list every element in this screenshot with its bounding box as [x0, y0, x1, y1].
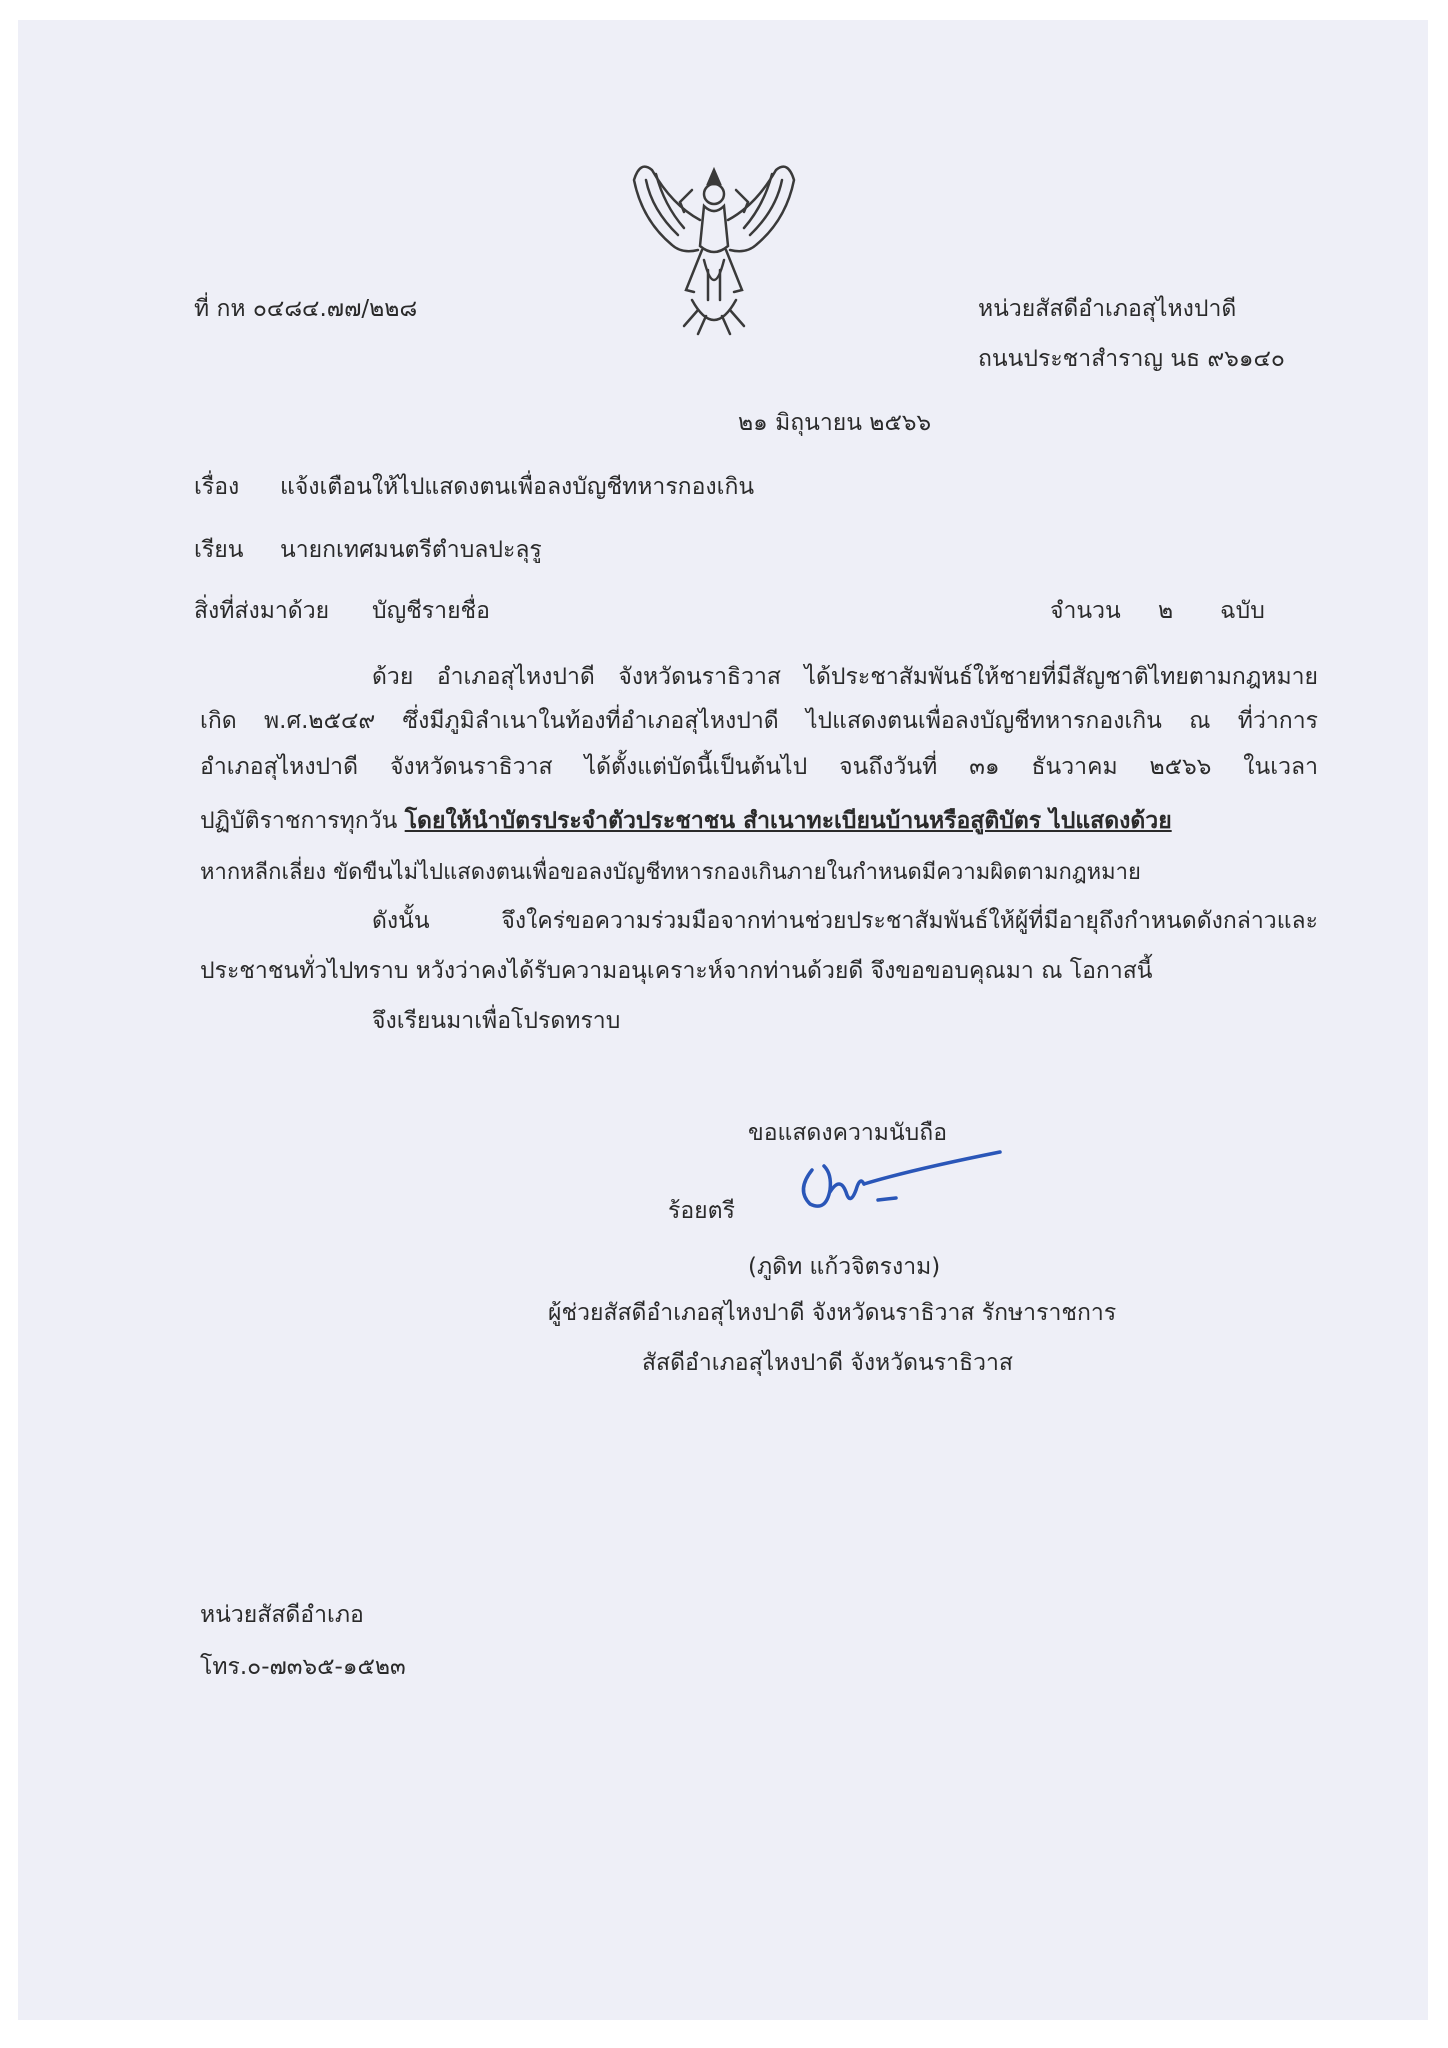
office-address: ถนนประชาสำราญ นธ ๙๖๑๔๐	[978, 346, 1285, 372]
body-line-6: ดังนั้น จึงใคร่ขอความร่วมมือจากท่านช่วยประชาสัมพันธ์ให้ผู้ที่มีอายุถึงกำหนดดังกล่าวและ	[372, 908, 1318, 934]
document-date: ๒๑ มิถุนายน ๒๕๖๖	[738, 410, 932, 436]
enclosure-label: สิ่งที่ส่งมาด้วย	[194, 598, 330, 624]
garuda-emblem-icon	[622, 150, 806, 340]
closing-line: จึงเรียนมาเพื่อโปรดทราบ	[372, 1008, 621, 1034]
body-line-2: เกิด พ.ศ.๒๕๔๙ ซึ่งมีภูมิลำเนาในท้องที่อำเภอสุไหงปาดี ไปแสดงตนเพื่อลงบัญชีทหารกองเกิน ณ ที่ว่าการ	[200, 708, 1318, 734]
enclosure-qty-label: จำนวน	[1050, 598, 1121, 624]
to-label: เรียน	[194, 537, 244, 563]
to-text: นายกเทศมนตรีตำบลปะลุรู	[280, 537, 542, 563]
enclosure-text: บัญชีรายชื่อ	[372, 598, 490, 624]
enclosure-qty: ๒	[1158, 598, 1174, 624]
body-line-4-prefix: ปฏิบัติราชการทุกวัน	[200, 808, 405, 834]
footer-unit: หน่วยสัสดีอำเภอ	[200, 1602, 364, 1628]
salutation: ขอแสดงความนับถือ	[748, 1120, 948, 1146]
reference-number: ที่ กห ๐๔๘๔.๗๗/๒๒๘	[194, 296, 418, 322]
body-line-4-emphasis: โดยให้นำบัตรประจำตัวประชาชน สำเนาทะเบียนบ้านหรือสูติบัตร ไปแสดงด้วย	[404, 808, 1172, 834]
body-line-1: ด้วย อำเภอสุไหงปาดี จังหวัดนราธิวาส ได้ประชาสัมพันธ์ให้ชายที่มีสัญชาติไทยตามกฎหมาย	[372, 664, 1318, 690]
signer-rank: ร้อยตรี	[668, 1198, 735, 1224]
body-line-4	[200, 806, 1318, 836]
handwritten-signature	[790, 1140, 1010, 1230]
subject-label: เรื่อง	[194, 474, 240, 500]
enclosure-unit: ฉบับ	[1220, 598, 1265, 624]
body-line-7: ประชาชนทั่วไปทราบ หวังว่าคงได้รับความอนุเคราะห์จากท่านด้วยดี จึงขอขอบคุณมา ณ โอกาสนี้	[200, 958, 1153, 984]
footer-phone: โทร.๐-๗๓๖๕-๑๕๒๓	[200, 1654, 406, 1680]
signer-position-1: ผู้ช่วยสัสดีอำเภอสุไหงปาดี จังหวัดนราธิวาส รักษาราชการ	[548, 1300, 1117, 1326]
body-line-3: อำเภอสุไหงปาดี จังหวัดนราธิวาส ได้ตั้งแต่บัดนี้เป็นต้นไป จนถึงวันที่ ๓๑ ธันวาคม ๒๕๖๖ ในเวลา	[200, 754, 1318, 780]
office-name: หน่วยสัสดีอำเภอสุไหงปาดี	[978, 296, 1237, 322]
subject-text: แจ้งเตือนให้ไปแสดงตนเพื่อลงบัญชีทหารกองเกิน	[280, 474, 755, 500]
signer-position-2: สัสดีอำเภอสุไหงปาดี จังหวัดนราธิวาส	[642, 1350, 1013, 1376]
body-line-5: หากหลีกเลี่ยง ขัดขืนไม่ไปแสดงตนเพื่อขอลงบัญชีทหารกองเกินภายในกำหนดมีความผิดตามกฎหมาย	[200, 860, 1141, 885]
signer-name: (ภูดิท แก้วจิตรงาม)	[748, 1254, 941, 1280]
